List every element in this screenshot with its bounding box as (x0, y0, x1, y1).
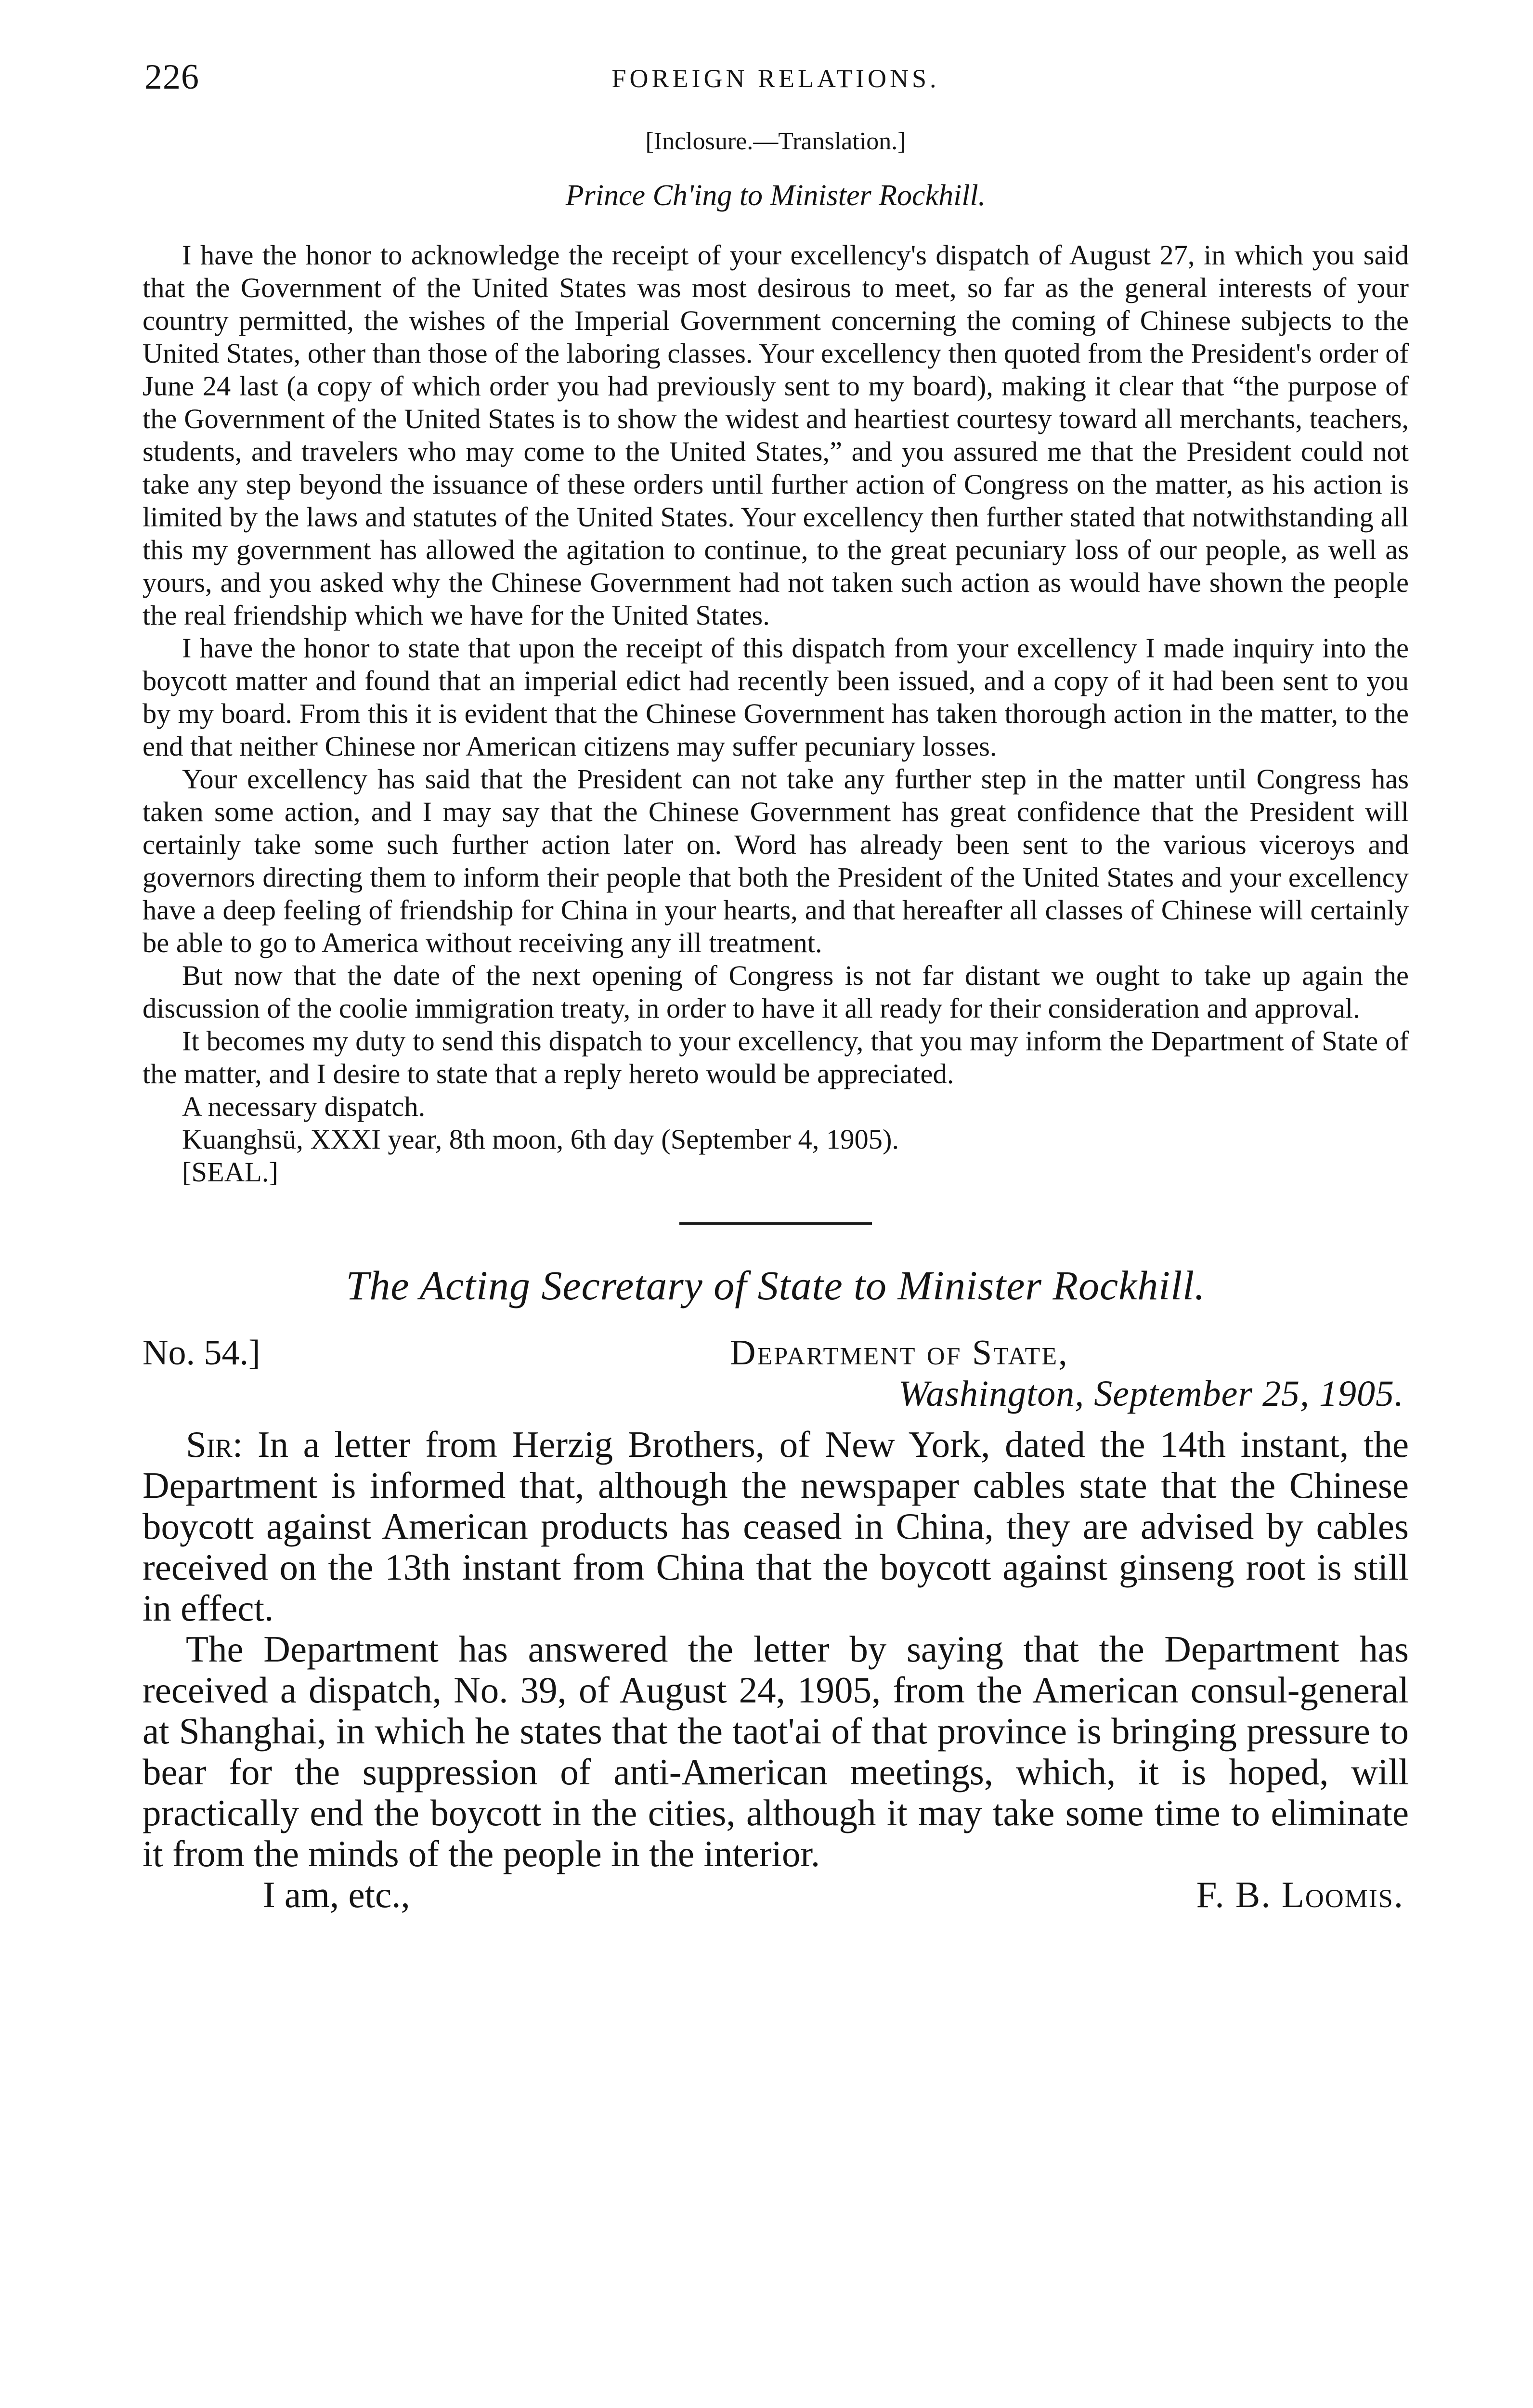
section-divider (679, 1222, 872, 1225)
paragraph: I have the honor to state that upon the receipt of this dispatch from your excellency I made inquiry into the boycott matter and found that an imperial edict had recently been issued, and a copy of it had been sent to you by my board. From this it is evident that the Chinese Government has taken thorough action in the matter, to the end that neither Chinese nor American citizens may suffer pecuniary losses. (143, 632, 1409, 762)
paragraph: I have the honor to acknowledge the receipt of your excellency's dispatch of August 27, in which you said that the Government of the United States was most desirous to meet, so far as the general interests of your country permitted, the wishes of the Imperial Government concerning the coming of Chinese subjects to the United States, other than those of the laboring classes. Your excellency then quoted from the President's order of June 24 last (a copy of which order you had previously sent to my board), making it clear that “the purpose of the Government of the United States is to show the widest and heartiest courtesy toward all merchants, teachers, students, and travelers who may come to the United States,” and you assured me that the President could not take any step beyond the issuance of these orders until further action of Congress on the matter, as his action is limited by the laws and statutes of the United States. Your excellency then further stated that notwithstanding all this my government has allowed the agitation to continue, to the great pecuniary loss of our people, as well as yours, and you asked why the Chinese Government had not taken such action as would have shown the people the real friendship which we have for the United States. (143, 239, 1409, 631)
paragraph (143, 1424, 1409, 1629)
department-name: Department of State, (730, 1333, 1069, 1373)
closing: I am, etc., (263, 1874, 410, 1915)
salutation: Sir: (186, 1424, 243, 1465)
first-document-title: Prince Ch'ing to Minister Rockhill. (565, 179, 986, 212)
paragraph: But now that the date of the next opening of Congress is not far distant we ought to take up again the discussion of the coolie immigration treaty, in order to have it all ready for their consideration and approval. (143, 960, 1409, 1024)
letter-header (143, 1331, 1409, 1413)
paragraph-text: In a letter from Herzig Brothers, of New York, dated the 14th instant, the Department is informed that, although the newspaper cables state that the Chinese boycott against American products has ceased in China, they are advised by cables received on the 13th instant from China that the boycott against ginseng root is still in effect. (143, 1424, 1409, 1629)
running-head (143, 53, 1409, 111)
paragraph: Your excellency has said that the President can not take any further step in the matter until Congress has taken some action, and I may say that the Chinese Government has great confidence that the President will certainly take some such further action later on. Word has already been sent to the various viceroys and governors directing them to inform their people that both the President of the United States and your excellency have a deep feeling of friendship for China in your hearts, and that hereafter all classes of Chinese will certainly be able to go to America without receiving any ill treatment. (143, 763, 1409, 958)
paragraph: It becomes my duty to send this dispatch to your excellency, that you may inform the Department of State of the matter, and I desire to state that a reply hereto would be appreciated. (143, 1025, 1409, 1089)
signature: F. B. Loomis. (1196, 1874, 1404, 1915)
page-number: 226 (144, 57, 199, 97)
date-line: Kuanghsü, XXXI year, 8th moon, 6th day (September 4, 1905). (182, 1124, 899, 1155)
dateline: Washington, September 25, 1905. (898, 1374, 1404, 1414)
inclosure-note: [Inclosure.—Translation.] (645, 128, 906, 155)
closing-row (143, 1874, 1409, 1923)
second-document-body (143, 1424, 1409, 1923)
first-document-body (143, 239, 1409, 1189)
closing-line: A necessary dispatch. (182, 1091, 426, 1122)
running-title: FOREIGN RELATIONS. (611, 64, 940, 93)
document-page (143, 53, 1409, 1923)
seal-mark: [SEAL.] (182, 1156, 278, 1188)
second-document-title: The Acting Secretary of State to Minister Rockhill. (346, 1262, 1206, 1309)
paragraph: The Department has answered the letter by saying that the Department has received a dispatch, No. 39, of August 24, 1905, from the American consul-general at Shanghai, in which he states that the taot'ai of that province is bringing pressure to bear for the suppression of anti-American meetings, which, it is hoped, will practically end the boycott in the cities, although it may take some time to eliminate it from the minds of the people in the interior. (143, 1628, 1409, 1874)
dispatch-number: No. 54.] (143, 1333, 260, 1373)
